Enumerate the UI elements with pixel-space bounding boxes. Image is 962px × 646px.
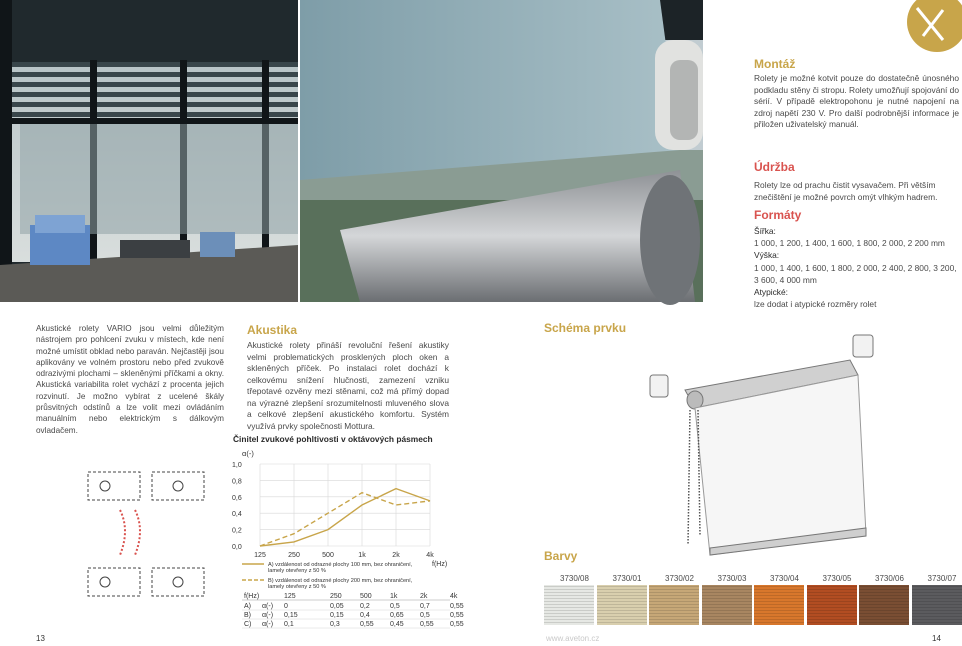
akustika-heading: Akustika (247, 323, 298, 337)
table-header: 125 (284, 593, 296, 600)
y-tick-label: 0,2 (232, 527, 242, 535)
x-tick-label: 2k (392, 552, 400, 559)
table-cell: α(-) (262, 621, 274, 628)
y-tick-label: 0,0 (232, 544, 242, 551)
absorption-chart (230, 446, 464, 646)
x-tick-label: 1k (358, 552, 366, 559)
udrzba-text: Rolety lze od prachu čistit vysavačem. Při větším znečištění je možné povrch omýt vlhkým hadrem. (754, 180, 938, 202)
blind-detail-photo (300, 0, 703, 302)
y-tick-label: 0,4 (232, 511, 242, 519)
table-cell: 0,55 (450, 612, 464, 619)
y-tick-label: 1,0 (232, 462, 242, 469)
color-swatch[interactable] (807, 585, 857, 625)
table-cell: 0,2 (360, 603, 370, 610)
table-cell: 0,1 (284, 621, 294, 628)
table-cell: α(-) (262, 603, 274, 610)
barvy-heading: Barvy (544, 549, 578, 563)
table-cell: 0,5 (390, 603, 400, 610)
roller-blind-diagram (640, 330, 880, 555)
table-cell: 0,15 (330, 612, 344, 619)
table-header: 500 (360, 593, 372, 600)
table-header: 1k (390, 593, 398, 600)
udrzba-heading: Údržba (754, 160, 795, 174)
legend-label: B) vzdálenost od odrazné plochy 200 mm, bez ohraničení, (268, 578, 413, 584)
table-cell: 0,3 (330, 621, 340, 628)
table-cell: α(-) (262, 612, 274, 619)
table-cell: 0,55 (420, 621, 434, 628)
table-cell: 0,5 (420, 612, 430, 619)
swatch-labels (540, 574, 959, 584)
table-cell: B) (244, 612, 251, 619)
swatch-code: 3730/05 (822, 574, 852, 583)
table-cell: C) (244, 621, 252, 628)
legend-label: A) vzdálenost od odrazné plochy 100 mm, bez ohraničení, (268, 562, 413, 568)
atyp-values: lze dodat i atypické rozměry rolet (754, 299, 877, 310)
footer-url: www.aveton.cz (546, 634, 600, 643)
chart-title: Činitel zvukové pohltivosti v oktávových pásmech (233, 434, 433, 444)
table-header: f(Hz) (244, 593, 260, 600)
color-swatch[interactable] (859, 585, 909, 625)
table-cell: 0,55 (450, 603, 464, 610)
room-photo (0, 0, 298, 302)
brand-logo (903, 0, 959, 60)
x-tick-label: 500 (322, 552, 334, 559)
table-header: 4k (450, 593, 458, 600)
swatch-code: 3730/03 (717, 574, 747, 583)
color-swatch[interactable] (597, 585, 647, 625)
table-header: 2k (420, 593, 428, 600)
table-cell: 0,55 (450, 621, 464, 628)
color-swatch[interactable] (544, 585, 594, 625)
color-swatch[interactable] (912, 585, 962, 625)
table-cell: 0 (284, 603, 288, 610)
akustika-text: Akustické rolety přináší revoluční řešení akustiky velmi problematických prosklených ploch oken a skleněných příček. Po instalaci rolet dochází k celkovému snížení hlučnosti, zamezení vzniku třepotavé ozvěny mezi stěnami, což má přímý dopad na výrazné zlepšení srozumitelnosti mluveného slova a celkové zlepšení akustického komfortu. Systém využívá prvky společnosti Mottura. (247, 340, 449, 431)
table-cell: 0,7 (420, 603, 430, 610)
formaty-block (754, 225, 959, 310)
page-number-left: 13 (36, 634, 45, 643)
intro-text: Akustické rolety VARIO jsou velmi důležitým nástrojem pro pohlcení zvuku v místech, kde není možné umístit obklad nebo paraván. Nejčastěji jsou aplikovány ve volném prostoru nebo před zvukově odrazivými plochami – skleněnými příčkami a okny. Akustická variabilita rolet vychází z procenta jejich rozvinutí. Je možno vybírat z ucelené škály průsvitných odstínů a lze volit mezi ovládáním manuálním nebo elektrickým s dálkovým ovladačem. (36, 324, 224, 435)
formaty-heading: Formáty (754, 208, 802, 222)
table-cell: 0,4 (360, 612, 370, 619)
color-swatch[interactable] (754, 585, 804, 625)
swatch-code: 3730/02 (665, 574, 694, 583)
table-header: 250 (330, 593, 342, 600)
table-cell: 0,05 (330, 603, 344, 610)
swatch-code: 3730/06 (875, 574, 904, 583)
sirka-values: 1 000, 1 200, 1 400, 1 600, 1 800, 2 000, 2 200 mm (754, 238, 945, 249)
table-cell: 0,45 (390, 621, 404, 628)
swatch-code: 3730/07 (927, 574, 957, 583)
schema-heading: Schéma prvku (544, 321, 627, 335)
table-cell: A) (244, 603, 251, 610)
chart-x-label: f(Hz) (432, 561, 448, 568)
swatch-code: 3730/08 (560, 574, 589, 583)
swatch-code: 3730/01 (612, 574, 642, 583)
table-cell: 0,15 (284, 612, 298, 619)
legend-label: lamely otevřeny z 50 % (268, 568, 326, 574)
y-tick-label: 0,8 (232, 478, 242, 486)
sirka-label: Šířka: (754, 226, 776, 236)
swatch-code: 3730/04 (770, 574, 799, 583)
color-swatch[interactable] (702, 585, 752, 625)
x-tick-label: 125 (254, 552, 266, 559)
atyp-label: Atypické: (754, 287, 788, 298)
series-line-b (260, 493, 430, 546)
x-tick-label: 4k (426, 552, 434, 559)
color-swatch[interactable] (649, 585, 699, 625)
y-tick-label: 0,6 (232, 494, 242, 502)
page-number-right: 14 (932, 634, 941, 643)
montaz-heading: Montáž (754, 57, 796, 71)
vyska-label: Výška: (754, 250, 780, 261)
vyska-values: 1 000, 1 400, 1 600, 1 800, 2 000, 2 400, 2 800, 3 200, 3 600, 4 000 mm (754, 262, 957, 285)
table-cell: 0,65 (390, 612, 404, 619)
acoustic-sketch (80, 460, 215, 630)
montaz-text: Rolety je možné kotvit pouze do dostatečně únosného podkladu stěny či stropu. Rolety umožňují spojování do sérií. V případě elektropohonu je nutné napojení na zdroj napětí 230 V. Pro další podrobnější informace je přiložen uživatelský manuál. (754, 73, 959, 129)
legend-label: lamely otevřeny z 50 % (268, 584, 326, 590)
table-cell: 0,55 (360, 621, 374, 628)
chart-y-label: α(-) (242, 449, 254, 458)
x-tick-label: 250 (288, 552, 300, 559)
